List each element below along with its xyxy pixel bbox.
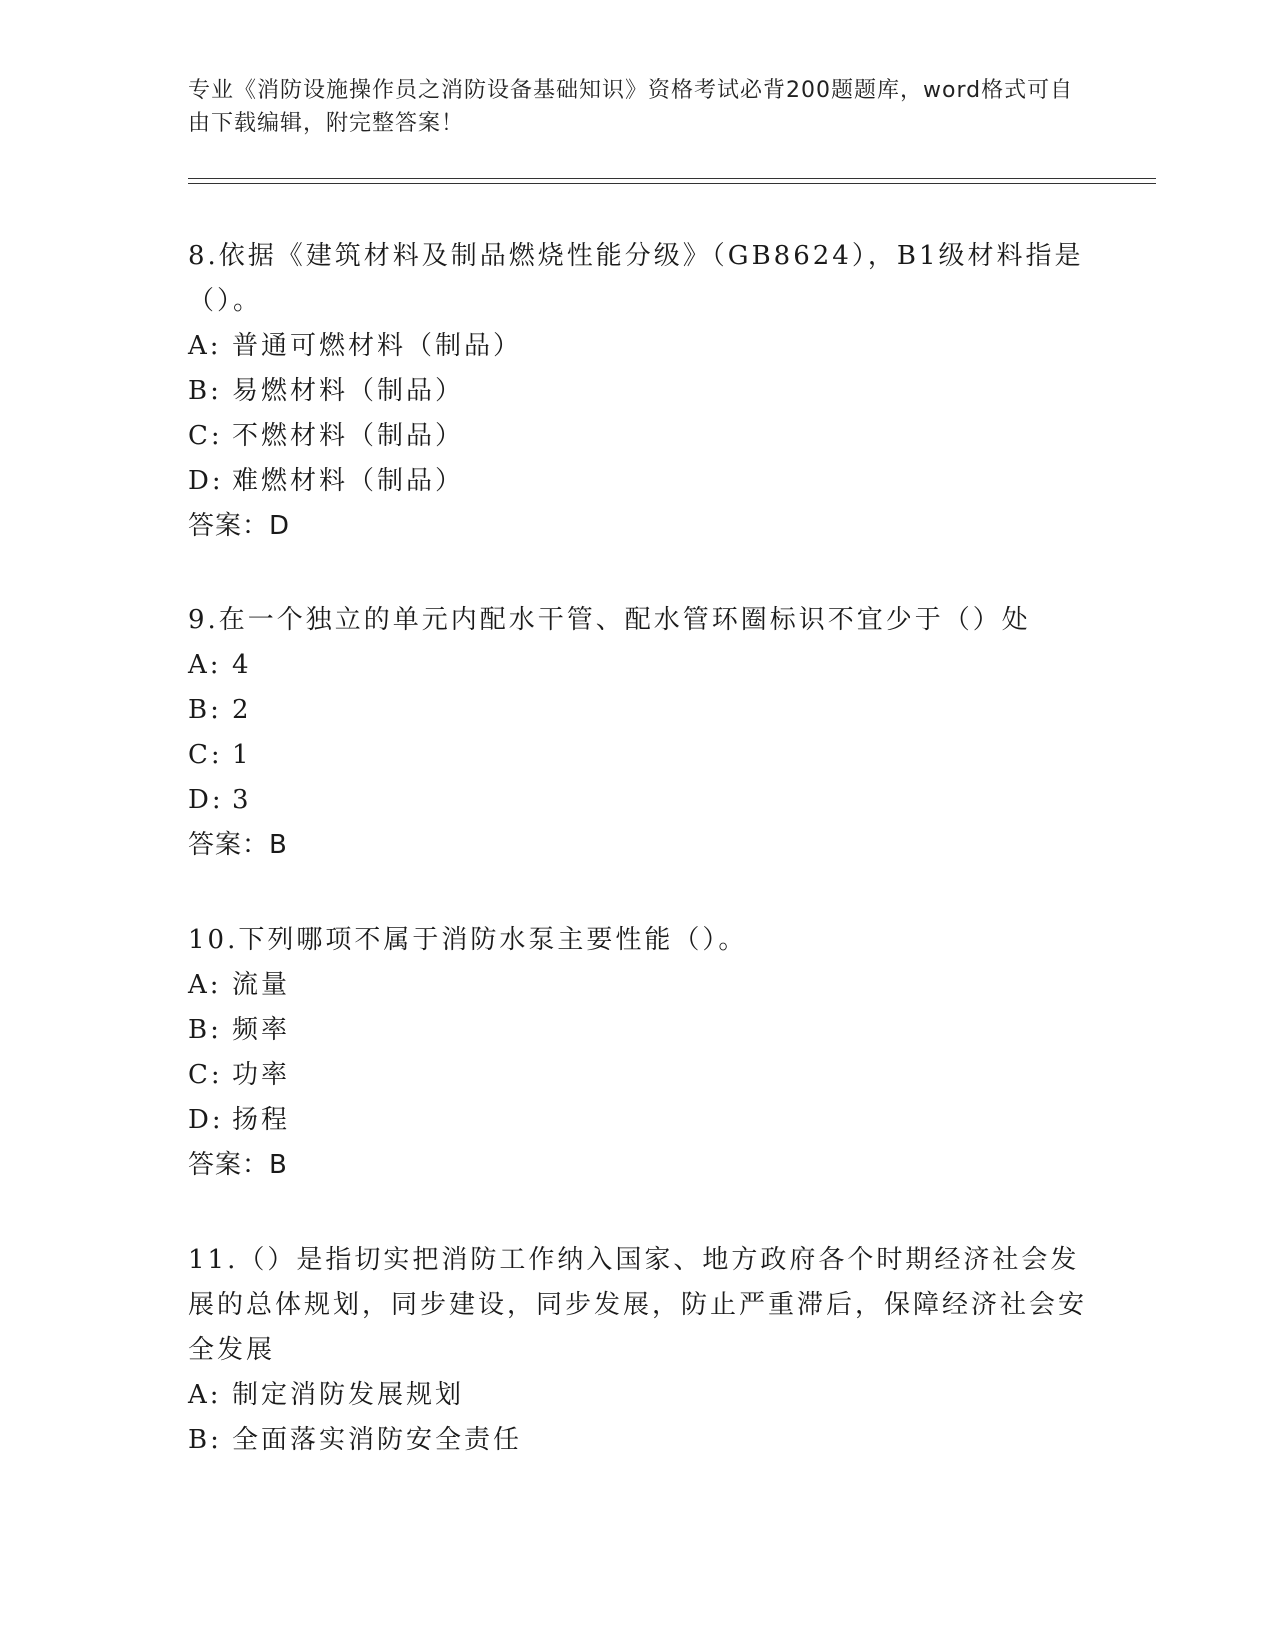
option-text: 难燃材料（制品） bbox=[232, 466, 465, 496]
option-a bbox=[188, 643, 1088, 688]
question-stem: 8.依据《建筑材料及制品燃烧性能分级》（GB8624），B1级材料指是（）。 bbox=[188, 241, 1084, 316]
option-text: 功率 bbox=[232, 1060, 291, 1090]
option-text: 扬程 bbox=[232, 1105, 291, 1135]
option-letter: C: bbox=[188, 1060, 223, 1090]
option-letter: B: bbox=[188, 1015, 222, 1045]
question-8 bbox=[188, 234, 1088, 549]
option-letter: D: bbox=[188, 466, 224, 496]
option-b bbox=[188, 688, 1088, 733]
option-b bbox=[188, 369, 1088, 414]
option-text: 2 bbox=[232, 695, 252, 725]
option-text: 3 bbox=[232, 785, 252, 815]
question-9 bbox=[188, 598, 1088, 868]
option-text: 易燃材料（制品） bbox=[232, 376, 465, 406]
option-letter: B: bbox=[188, 695, 222, 725]
option-a bbox=[188, 1373, 1088, 1418]
document-header: 专业《消防设施操作员之消防设备基础知识》资格考试必背200题题库，word格式可自由下载编辑，附完整答案！ bbox=[188, 78, 1074, 136]
option-a bbox=[188, 324, 1088, 369]
option-letter: A: bbox=[188, 650, 222, 680]
option-letter: A: bbox=[188, 331, 222, 361]
option-c bbox=[188, 414, 1088, 459]
option-text: 4 bbox=[232, 650, 252, 680]
option-letter: C: bbox=[188, 740, 223, 770]
option-d bbox=[188, 459, 1088, 504]
option-b bbox=[188, 1008, 1088, 1053]
option-a bbox=[188, 963, 1088, 1008]
option-d bbox=[188, 1098, 1088, 1143]
option-c bbox=[188, 733, 1088, 778]
answer-line: 答案：D bbox=[188, 511, 291, 541]
option-letter: A: bbox=[188, 970, 222, 1000]
option-text: 流量 bbox=[232, 970, 291, 1000]
question-stem: 11.（）是指切实把消防工作纳入国家、地方政府各个时期经济社会发展的总体规划，同步建设，同步发展，防止严重滞后，保障经济社会安全发展 bbox=[188, 1245, 1088, 1365]
answer-line: 答案：B bbox=[188, 1150, 288, 1180]
option-b bbox=[188, 1418, 1088, 1463]
option-letter: B: bbox=[188, 1425, 222, 1455]
option-letter: D: bbox=[188, 1105, 224, 1135]
option-text: 不燃材料（制品） bbox=[232, 421, 465, 451]
question-10 bbox=[188, 918, 1088, 1188]
option-c bbox=[188, 1053, 1088, 1098]
option-letter: B: bbox=[188, 376, 222, 406]
answer-line: 答案：B bbox=[188, 830, 288, 860]
option-text: 普通可燃材料（制品） bbox=[232, 331, 523, 361]
question-stem: 9.在一个独立的单元内配水干管、配水管环圈标识不宜少于（）处 bbox=[188, 605, 1031, 635]
option-letter: D: bbox=[188, 785, 224, 815]
option-text: 1 bbox=[232, 740, 252, 770]
option-d bbox=[188, 778, 1088, 823]
question-11 bbox=[188, 1238, 1088, 1463]
header-divider-bottom bbox=[188, 183, 1156, 184]
option-letter: C: bbox=[188, 421, 223, 451]
question-stem: 10.下列哪项不属于消防水泵主要性能（）。 bbox=[188, 925, 748, 955]
option-text: 制定消防发展规划 bbox=[232, 1380, 465, 1410]
option-text: 全面落实消防安全责任 bbox=[232, 1425, 523, 1455]
option-letter: A: bbox=[188, 1380, 222, 1410]
option-text: 频率 bbox=[232, 1015, 291, 1045]
header-divider-top bbox=[188, 178, 1156, 179]
